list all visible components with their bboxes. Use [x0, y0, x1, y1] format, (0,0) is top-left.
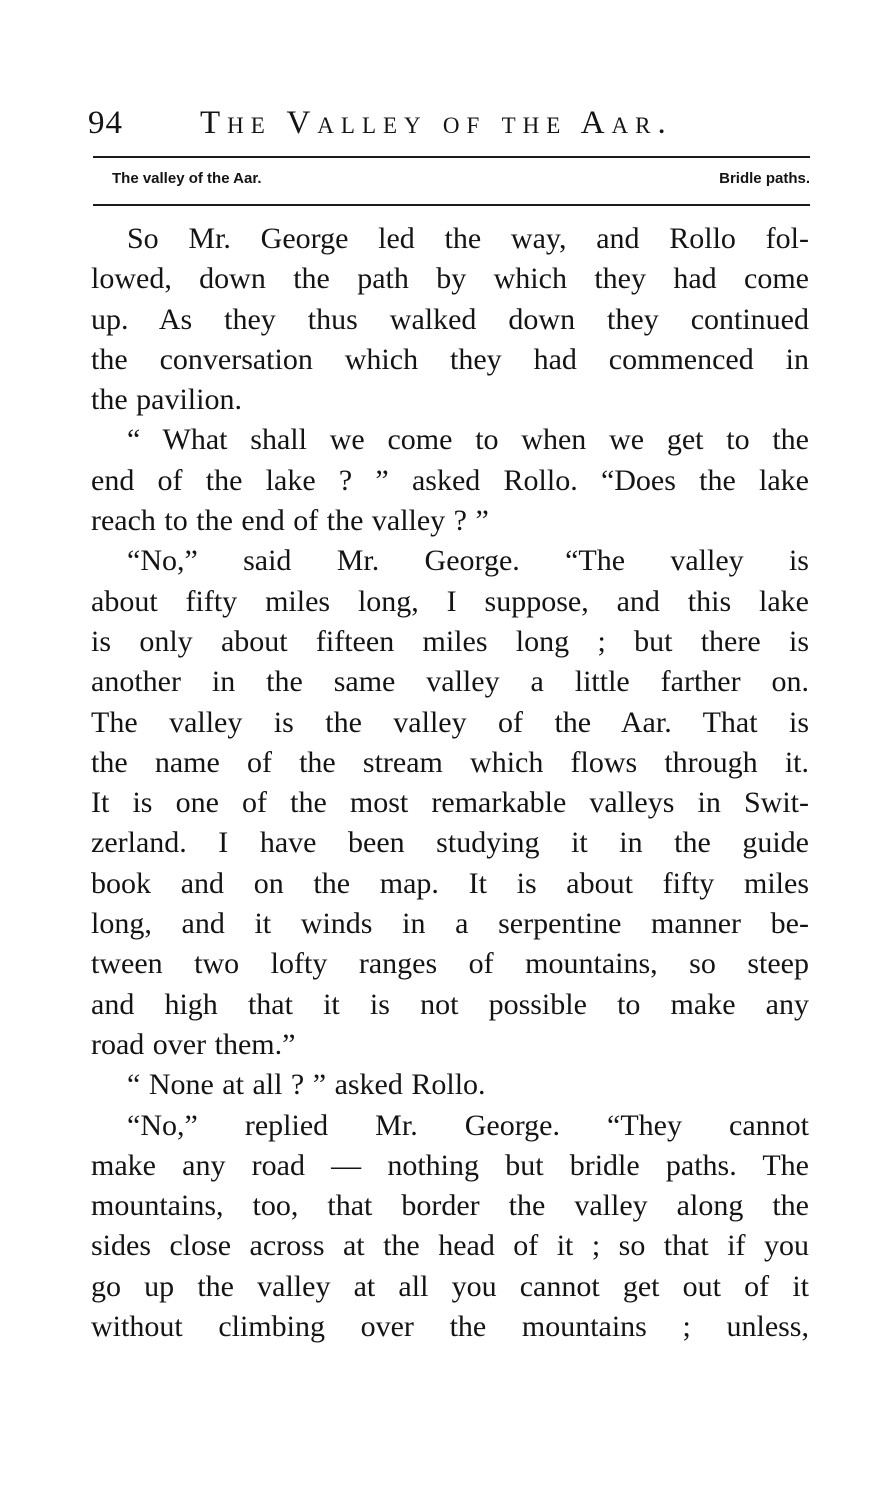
text-line: is only about fifteen miles long ; but there is — [91, 624, 809, 658]
text-line: “ What shall we come to when we get to the — [127, 423, 809, 457]
text-line: “No,” said Mr. George. “The valley is — [127, 544, 809, 578]
text-line: make any road — nothing but bridle paths. The — [91, 1148, 809, 1182]
text-line: book and on the map. It is about fifty miles — [91, 866, 809, 900]
text-line: It is one of the most remarkable valleys in Swit- — [91, 786, 809, 820]
text-line: reach to the end of the valley ? ” — [91, 504, 489, 538]
text-line: the name of the stream which flows through it. — [91, 745, 809, 779]
text-line: long, and it winds in a serpentine manner be- — [91, 907, 809, 941]
text-line: and high that it is not possible to make any — [91, 987, 809, 1021]
text-line: “ None at all ? ” asked Rollo. — [127, 1068, 486, 1102]
body-text — [91, 219, 809, 1347]
text-line: lowed, down the path by which they had come — [91, 262, 809, 296]
text-line: without climbing over the mountains ; unless, — [91, 1310, 809, 1344]
text-line: road over them.” — [91, 1027, 296, 1061]
text-line: the pavilion. — [91, 383, 242, 417]
text-line: sides close across at the head of it ; so that if you — [91, 1229, 809, 1263]
text-line: “No,” replied Mr. George. “They cannot — [127, 1108, 809, 1142]
running-title: The Valley of the Aar. — [200, 105, 673, 141]
text-line: The valley is the valley of the Aar. That is — [91, 705, 809, 739]
text-line: end of the lake ? ” asked Rollo. “Does the lake — [91, 463, 809, 497]
sidenote-right: Bridle paths. — [719, 170, 810, 187]
text-line: about fifty miles long, I suppose, and this lake — [91, 584, 809, 618]
text-line: zerland. I have been studying it in the guide — [91, 826, 809, 860]
text-line: up. As they thus walked down they continued — [91, 302, 809, 336]
text-line: go up the valley at all you cannot get out of it — [91, 1269, 809, 1303]
sidenote-left: The valley of the Aar. — [112, 170, 262, 187]
text-line: another in the same valley a little farther on. — [91, 665, 809, 699]
header-rule-top — [93, 156, 810, 158]
text-line: tween two lofty ranges of mountains, so steep — [91, 947, 809, 981]
page-number: 94 — [88, 105, 123, 141]
text-line: So Mr. George led the way, and Rollo fol- — [127, 222, 809, 255]
text-line: mountains, too, that border the valley along the — [91, 1189, 809, 1223]
text-line: the conversation which they had commenced in — [91, 342, 809, 376]
header-rule-bottom — [93, 204, 810, 206]
